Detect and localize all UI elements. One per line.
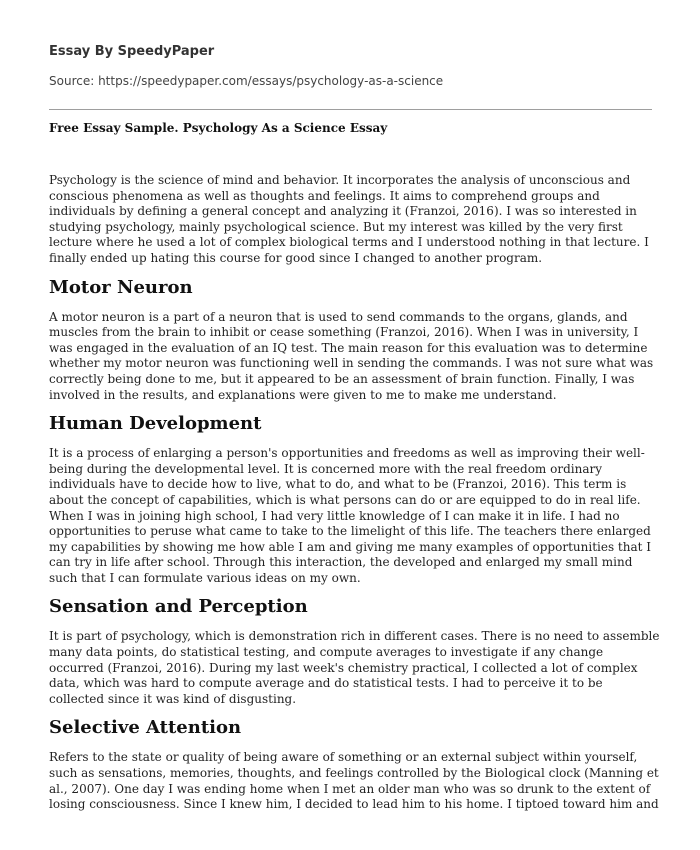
section-heading-human-development: Human Development (49, 413, 262, 435)
brand-title: Essay By SpeedyPaper (49, 44, 215, 59)
section-heading-motor-neuron: Motor Neuron (49, 276, 193, 298)
section-paragraph-selective-attention: Refers to the state or quality of being aware of something or an external subject within yourself, such as sensations, memories, thoughts, and feelings controlled by the Biological clock (Manning et al., 2007). One day I was ending home when I met an older man who was so drunk to the extent of losing consciousness. Since I knew him, I decided to lead him to his home. I tiptoed toward him and (49, 750, 659, 812)
section-paragraph-motor-neuron: A motor neuron is a part of a neuron that is used to send commands to the organs, glands, and muscles from the brain to inhibit or cease something (Franzoi, 2016). When I was in university, I was engaged in the evaluation of an IQ test. The main reason for this evaluation was to determine whether my motor neuron was functioning well in sending the commands. I was not sure what was correctly being done to me, but it appeared to be an assessment of brain function. Finally, I was involved in the results, and explanations were given to me to make me understand. (49, 309, 654, 402)
section-heading-selective-attention: Selective Attention (49, 717, 242, 739)
header-divider (49, 109, 652, 110)
section-heading-sensation-perception: Sensation and Perception (49, 596, 308, 618)
essay-body (49, 173, 661, 813)
source-line: Source: https://speedypaper.com/essays/psychology-as-a-science (49, 74, 444, 88)
intro-paragraph: Psychology is the science of mind and behavior. It incorporates the analysis of unconscious and conscious phenomena as well as thoughts and feelings. It aims to comprehend groups and individuals by defining a general concept and analyzing it (Franzoi, 2016). I was so interested in studying psychology, mainly psychological science. But my interest was killed by the very first lecture where he used a lot of complex biological terms and I understood nothing in that lecture. I finally ended up hating this course for good since I changed to another program. (49, 173, 649, 265)
section-paragraph-sensation-perception: It is part of psychology, which is demonstration rich in different cases. There is no need to assemble many data points, do statistical testing, and compute averages to investigate if any change occurred (Franzoi, 2016). During my last week's chemistry practical, I collected a lot of complex data, which was hard to compute average and do statistical tests. I had to perceive it to be collected since it was kind of disgusting. (49, 629, 660, 706)
section-paragraph-human-development: It is a process of enlarging a person's opportunities and freedoms as well as improving their well-being during the developmental level. It is concerned more with the real freedom ordinary individuals have to decide how to live, what to do, and what to be (Franzoi, 2016). This term is about the concept of capabilities, which is what persons can do or are equipped to do in real life. When I was in joining high school, I had very little knowledge of I can make it in life. I had no opportunities to peruse what came to take to the limelight of this life. The teachers there enlarged my capabilities by showing me how able I am and giving me many examples of opportunities that I can try in life after school. Through this interaction, the developed and enlarged my small mind such that I can formulate various ideas on my own. (49, 446, 652, 585)
essay-title: Free Essay Sample. Psychology As a Science Essay (49, 121, 388, 135)
